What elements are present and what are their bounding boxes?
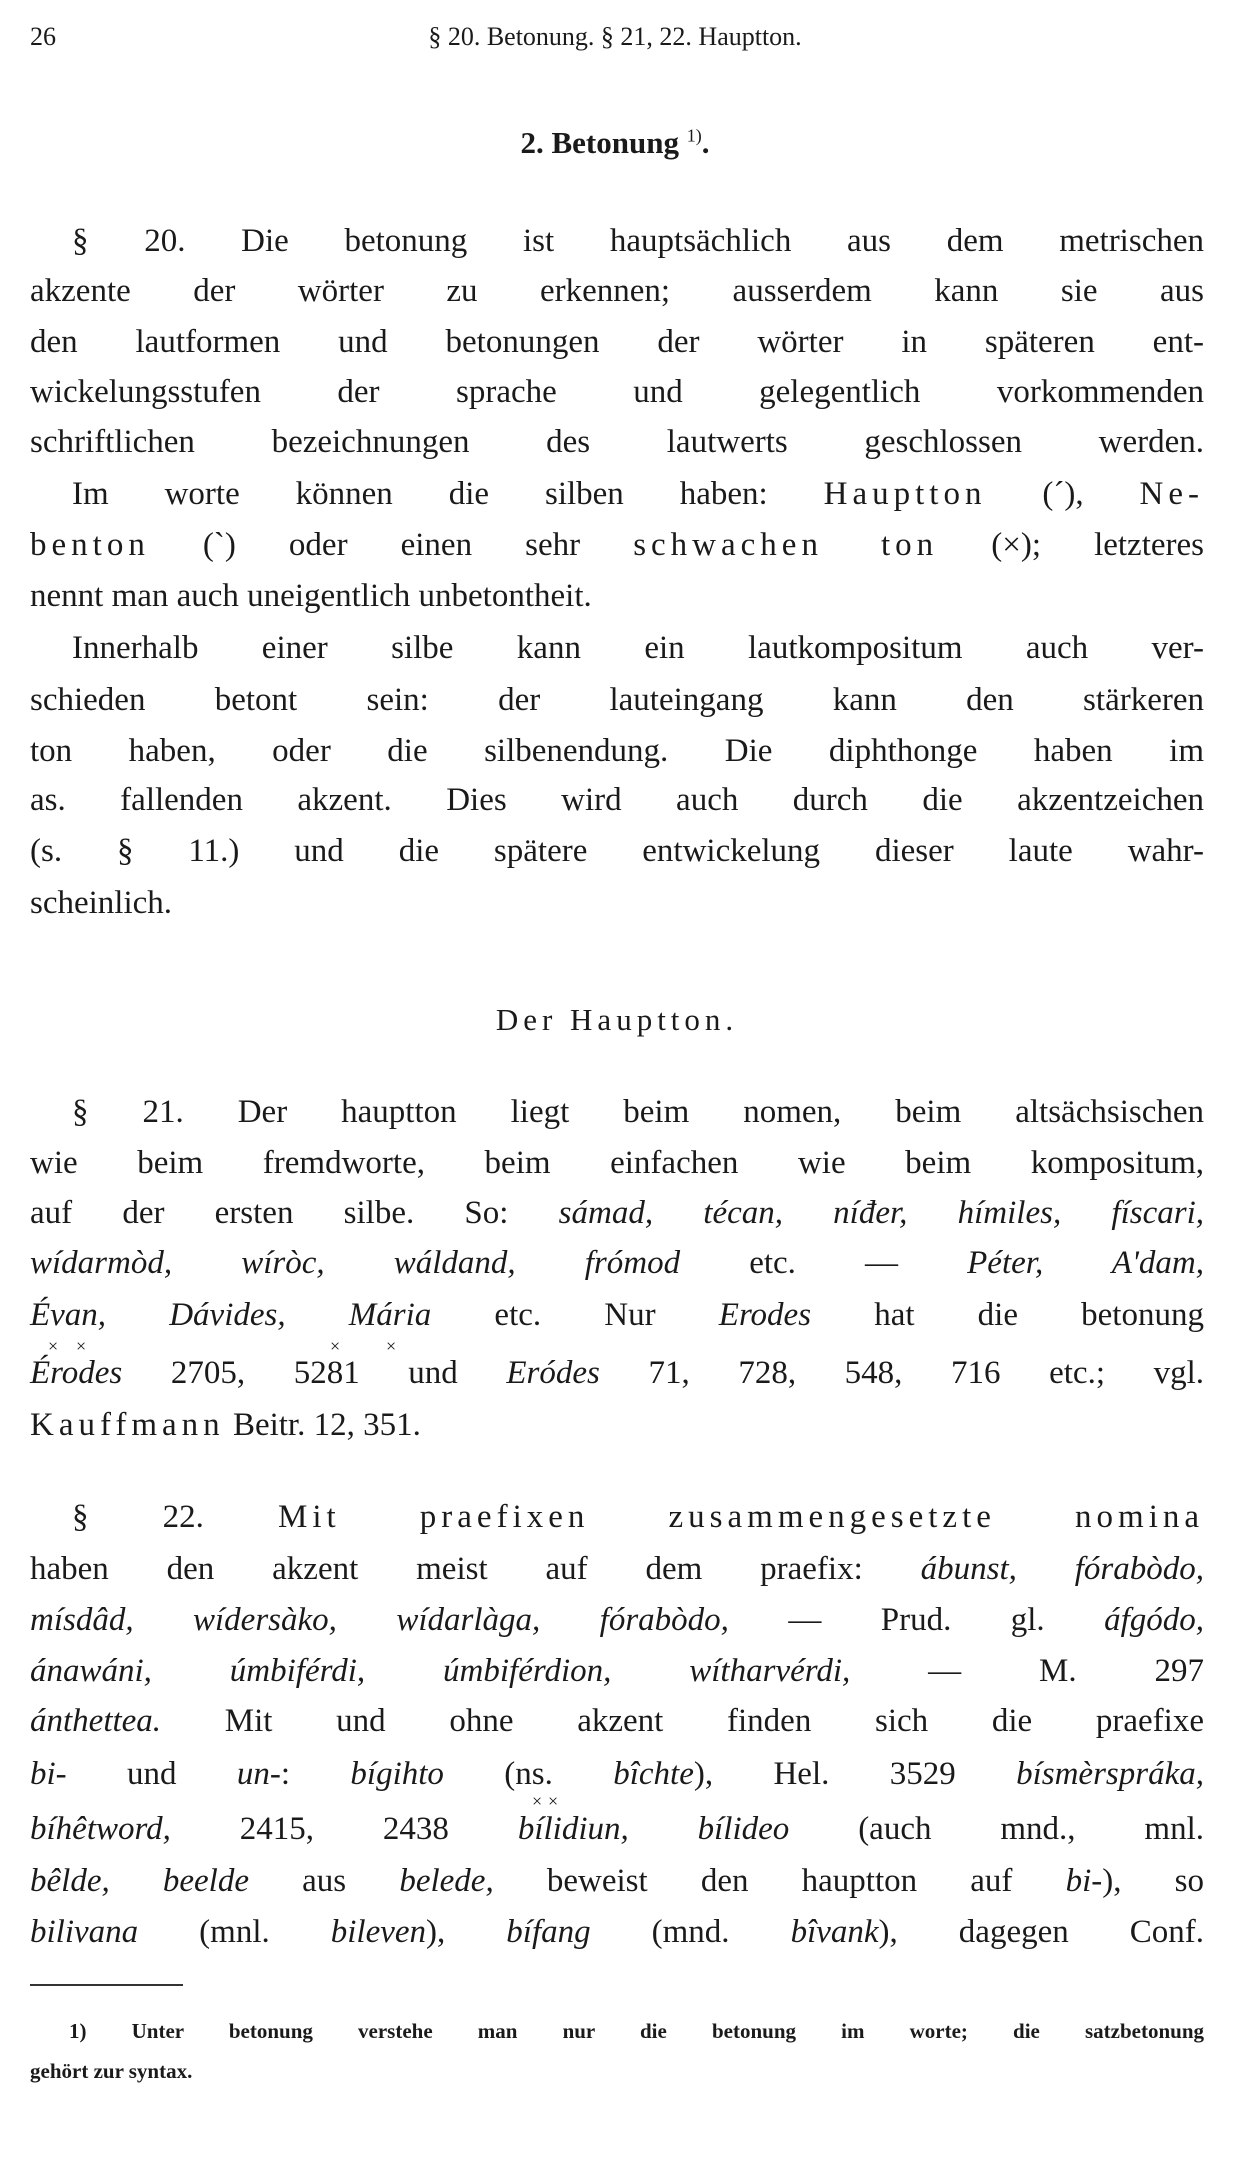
text-run: Innerhalb einer silbe kann ein lautkompositum auch ver- xyxy=(72,630,1204,666)
text-run: ), so xyxy=(1102,1863,1204,1899)
text-line xyxy=(30,1356,1204,1390)
spaced-word: Kauffmann xyxy=(30,1407,225,1443)
text-line xyxy=(30,1812,1204,1846)
footnote-line: 1) Unter betonung verstehe man nur die betonung im worte; die satzbetonung xyxy=(69,2019,1204,2043)
text-line xyxy=(72,1095,1204,1129)
text-run: 71, 728, 548, 716 etc.; vgl. xyxy=(599,1355,1204,1391)
text-run: 2415, 2438 xyxy=(170,1811,518,1847)
text-run: ), Hel. 3529 xyxy=(693,1756,1017,1792)
subsection-heading xyxy=(30,1003,1204,1037)
text-run: schriftlichen bezeichnungen des lautwerts geschlossen werden. xyxy=(30,424,1204,460)
italic-word: bísmèrspráka, xyxy=(1016,1756,1204,1792)
italic-word: Érodes xyxy=(30,1355,123,1391)
text-line xyxy=(30,1915,1204,1949)
footnote-rule xyxy=(30,1984,183,1986)
text-run: ton haben, oder die silbenendung. Die diphthonge haben im xyxy=(30,733,1204,769)
text-line xyxy=(30,1408,1204,1442)
text-line xyxy=(30,325,1204,359)
running-header: § 20. Betonung. § 21, 22. Hauptton. xyxy=(428,22,802,51)
unstressed-mark: × xyxy=(386,1336,397,1356)
italic-word: bíhêtword, xyxy=(30,1811,171,1847)
italic-word: bígihto xyxy=(350,1756,444,1792)
text-line xyxy=(30,1552,1204,1586)
text-run: etc. Nur xyxy=(431,1297,719,1333)
text-run: schieden betont sein: der lauteingang kann den stärkeren xyxy=(30,682,1204,718)
italic-word: belede, xyxy=(399,1863,494,1899)
text-run: haben den akzent meist auf dem praefix: xyxy=(30,1551,921,1587)
italic-word: bileven xyxy=(330,1914,427,1950)
text-line xyxy=(72,631,1204,665)
text-line xyxy=(30,886,1204,920)
text-run: (`) oder einen sehr xyxy=(149,527,634,563)
text-line xyxy=(30,1704,1204,1738)
text-line xyxy=(30,1864,1204,1898)
text-run: § 20. Die betonung ist hauptsächlich aus dem metrischen xyxy=(72,223,1204,259)
text-line xyxy=(30,783,1204,817)
text-line xyxy=(30,528,1204,562)
title-end: . xyxy=(701,125,710,160)
text-run: (ns. xyxy=(443,1756,614,1792)
text-run: Beitr. 12, 351. xyxy=(224,1407,421,1443)
text-run: beweist den hauptton auf xyxy=(493,1863,1066,1899)
text-line xyxy=(30,1196,1204,1230)
italic-word: bífang xyxy=(506,1914,591,1950)
italic-word: Péter, A'dam, xyxy=(967,1245,1204,1281)
footnote-ref: 1) xyxy=(686,125,702,146)
text-line xyxy=(30,834,1204,868)
text-run: und xyxy=(66,1756,237,1792)
text-run: : xyxy=(280,1756,351,1792)
italic-word: áfgódo, xyxy=(1104,1602,1205,1638)
unstressed-mark: × xyxy=(330,1336,341,1356)
text-run: § 22. xyxy=(72,1499,278,1535)
text-run: (×); letzteres xyxy=(938,527,1204,563)
text-run: as. fallenden akzent. Dies wird auch durch die akzentzeichen xyxy=(30,782,1204,818)
text-run: nennt man auch uneigentlich unbetontheit. xyxy=(30,578,592,614)
italic-word: Évan, Dávides, Mária xyxy=(30,1297,432,1333)
text-line xyxy=(30,579,1204,613)
italic-word: Eródes xyxy=(506,1355,600,1391)
italic-word: bîchte xyxy=(613,1756,694,1792)
text-run: hat die betonung xyxy=(811,1297,1204,1333)
text-line xyxy=(72,1500,1204,1534)
footnote-line: gehört zur syntax. xyxy=(30,2059,193,2083)
italic-word: ábunst, fórabòdo, xyxy=(920,1551,1204,1587)
unstressed-mark: × xyxy=(548,1791,559,1811)
italic-word: mísdâd, wídersàko, wídarlàga, fórabòdo, xyxy=(30,1602,729,1638)
italic-word: wídarmòd, wíròc, wáldand, frómod xyxy=(30,1245,681,1281)
text-line xyxy=(30,1246,1204,1280)
italic-word: sámad, técan, níđer, hímiles, físcari, xyxy=(558,1195,1204,1231)
text-run: (s. § 11.) und die spätere entwickelung dieser laute wahr- xyxy=(30,833,1204,869)
spaced-word: benton xyxy=(30,527,150,563)
text-run: ), xyxy=(426,1914,507,1950)
text-line xyxy=(30,425,1204,459)
text-run: — M. 297 xyxy=(850,1653,1204,1689)
text-run: Im worte können die silben haben: xyxy=(72,476,824,512)
unstressed-mark: × xyxy=(532,1791,543,1811)
italic-word: ánthettea. xyxy=(30,1703,162,1739)
text-line xyxy=(72,477,1204,511)
italic-word: bilivana xyxy=(30,1914,139,1950)
text-run: (auch mnd., mnl. xyxy=(789,1811,1205,1847)
section-title xyxy=(0,124,1230,162)
page-number: 26 xyxy=(30,22,56,51)
italic-word: bi- xyxy=(30,1756,67,1792)
text-run: 2705, 5281 und xyxy=(122,1355,507,1391)
text-run: den lautformen und betonungen der wörter in späteren ent- xyxy=(30,324,1204,360)
section-title-text: 2. Betonung xyxy=(520,125,679,160)
text-line xyxy=(30,1146,1204,1180)
text-line xyxy=(30,734,1204,768)
text-run: akzente der wörter zu erkennen; ausserdem kann sie aus xyxy=(30,273,1204,309)
spaced-word: Hauptton xyxy=(823,476,987,512)
text-line xyxy=(30,274,1204,308)
spaced-word: Ne- xyxy=(1139,476,1204,512)
italic-word: un- xyxy=(236,1756,281,1792)
text-run: ), dagegen Conf. xyxy=(878,1914,1204,1950)
text-run: etc. — xyxy=(680,1245,968,1281)
text-run: — Prud. gl. xyxy=(728,1602,1105,1638)
text-run: wie beim fremdworte, beim einfachen wie beim kompositum, xyxy=(30,1145,1204,1181)
text-run: (mnd. xyxy=(590,1914,791,1950)
italic-word: bêlde, beelde xyxy=(30,1863,249,1899)
text-run: Mit und ohne akzent finden sich die praefixe xyxy=(161,1703,1204,1739)
spaced-word: schwachen ton xyxy=(633,527,939,563)
text-run: § 21. Der hauptton liegt beim nomen, beim altsächsischen xyxy=(72,1094,1204,1130)
text-line xyxy=(30,375,1204,409)
text-line xyxy=(30,1757,1204,1791)
spaced-word: Mit praefixen zusammengesetzte nomina xyxy=(278,1499,1205,1535)
unstressed-mark: × xyxy=(76,1336,87,1356)
text-run: (mnl. xyxy=(138,1914,331,1950)
italic-word: bi- xyxy=(1065,1863,1103,1899)
text-line xyxy=(30,1298,1204,1332)
italic-word: bílidiun, bílideo xyxy=(517,1811,790,1847)
text-run: wickelungsstufen der sprache und gelegentlich vorkommenden xyxy=(30,374,1204,410)
text-line xyxy=(30,1654,1204,1688)
text-line xyxy=(30,1603,1204,1637)
text-run: (´), xyxy=(986,476,1140,512)
text-line xyxy=(72,224,1204,258)
text-run: scheinlich. xyxy=(30,885,173,921)
italic-word: bîvank xyxy=(790,1914,879,1950)
italic-word: ánawáni, úmbiférdi, úmbiférdion, wítharvérdi, xyxy=(30,1653,851,1689)
text-run: auf der ersten silbe. So: xyxy=(30,1195,559,1231)
text-run: aus xyxy=(249,1863,400,1899)
spaced-word: Der Hauptton. xyxy=(495,1002,739,1037)
unstressed-mark: × xyxy=(48,1336,59,1356)
italic-word: Erodes xyxy=(718,1297,812,1333)
text-line xyxy=(30,683,1204,717)
